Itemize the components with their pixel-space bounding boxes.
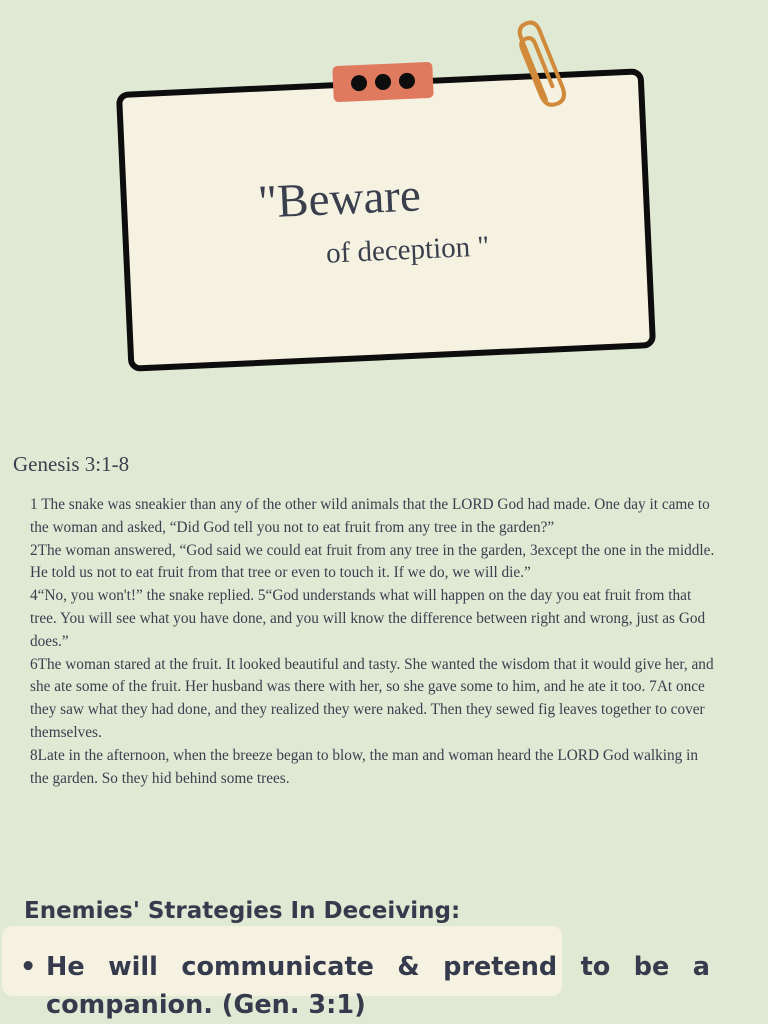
tab-dot bbox=[351, 75, 368, 92]
note-card-area bbox=[0, 0, 768, 400]
verse-paragraph: 1 The snake was sneakier than any of the other wild animals that the LORD God had made. One day it came to the woman and asked, “Did God tell you not to eat fruit from any tree in the garden?” bbox=[30, 496, 710, 536]
verse-paragraph: 2The woman answered, “God said we could eat fruit from any tree in the garden, 3except the one in the middle. He told us not to eat fruit from that tree or even to touch it. If we do, we will die.” bbox=[30, 541, 715, 582]
bullet-icon: • bbox=[20, 952, 37, 982]
tab-dot bbox=[375, 74, 392, 91]
strategy-text: He will communicate & pretend to be a companion. (Gen. 3:1) bbox=[46, 952, 710, 1020]
three-dots-icon bbox=[332, 62, 434, 102]
verse-paragraph: 4“No, you won't!” the snake replied. 5“God understands what will happen on the day you eat fruit from that tree. You will see what you have done, and you will know the difference between right and wrong, just as God does.” bbox=[30, 587, 706, 650]
paperclip-icon bbox=[508, 14, 568, 114]
scripture-passage bbox=[30, 494, 720, 790]
list-item bbox=[20, 948, 710, 1024]
scripture-reference: Genesis 3:1-8 bbox=[13, 452, 130, 476]
tab-dot bbox=[399, 73, 416, 90]
verse-paragraph: 6The woman stared at the fruit. It looked beautiful and tasty. She wanted the wisdom that it would give her, and she ate some of the fruit. Her husband was there with her, so she gave some to him, and he ate it too. 7At once they saw what they had done, and they realized they were naked. Then they sewed fig leaves together to cover themselves. bbox=[30, 655, 714, 741]
card-title: "Beware bbox=[256, 169, 422, 229]
card-subtitle: of deception " bbox=[325, 230, 490, 270]
section-heading: Enemies' Strategies In Deceiving: bbox=[24, 898, 461, 924]
verse-paragraph: 8Late in the afternoon, when the breeze began to blow, the man and woman heard the LORD God walking in the garden. So they hid behind some trees. bbox=[30, 746, 699, 787]
